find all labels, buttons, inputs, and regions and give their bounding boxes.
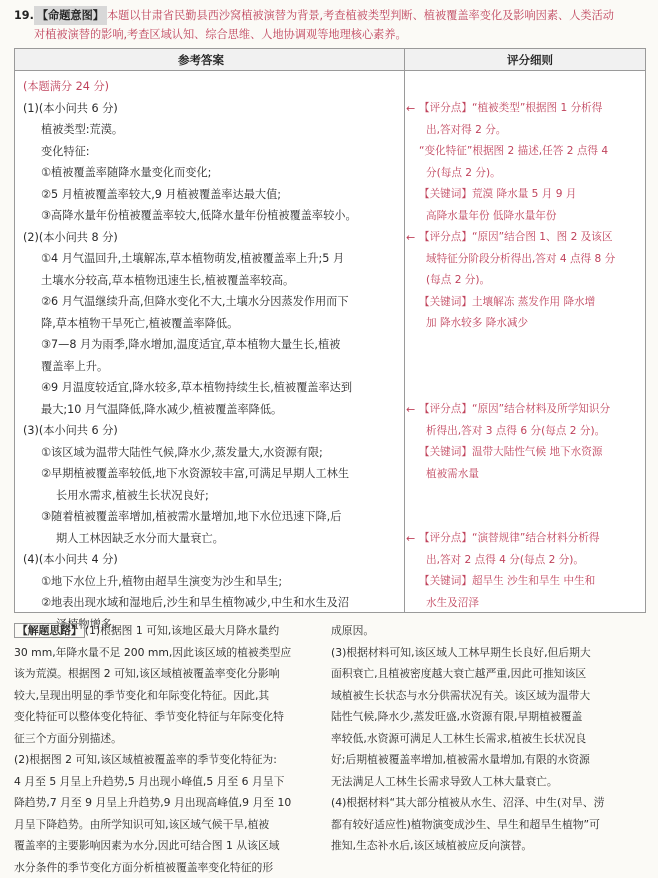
answer-line: 植被类型:荒漠。: [23, 119, 401, 141]
sub-question-heading: (3)(本小问共 6 分): [23, 420, 401, 442]
analysis-line: 4 月至 5 月呈上升趋势,5 月出现小峰值,5 月至 6 月呈下: [14, 771, 320, 793]
sub-question-heading: (4)(本小问共 4 分): [23, 549, 401, 571]
scoring-line: 加 降水较多 降水减少: [409, 313, 641, 335]
intent-tag: 【命题意图】: [34, 6, 107, 25]
question-number: 19.: [14, 9, 34, 22]
answer-column: [23, 76, 401, 635]
arrow-left-icon: ←: [406, 98, 415, 120]
analysis-line: 较大,呈现出明显的季节变化和年际变化特征。因此,其: [14, 685, 320, 707]
analysis-line: 变化特征可以整体变化特征、季节变化特征与年际变化特: [14, 706, 320, 728]
scoring-line: 植被需水量: [409, 464, 641, 486]
answer-line: 期人工林因缺乏水分而大量衰亡。: [23, 528, 401, 550]
answer-line: ①植被覆盖率随降水量变化而变化;: [23, 162, 401, 184]
analysis-right-column: [331, 620, 645, 857]
scoring-block: [409, 399, 641, 485]
analysis-left-column: [14, 620, 320, 878]
scoring-block: [409, 528, 641, 614]
analysis-line: 面积衰亡,且植被密度越大衰亡越严重,因此可推知该区: [331, 663, 645, 685]
analysis-line: 30 mm,年降水量不足 200 mm,因此该区域的植被类型应: [14, 642, 320, 664]
scoring-block: [409, 98, 641, 227]
answer-table: [14, 48, 646, 613]
analysis-line: 好;后期植被覆盖率增加,植被需水量增加,有限的水资源: [331, 749, 645, 771]
analysis-line: (3)根据材料可知,该区域人工林早期生长良好,但后期大: [331, 642, 645, 664]
answer-line: ③7—8 月为雨季,降水增加,温度适宜,草本植物大量生长,植被: [23, 334, 401, 356]
answer-line: ②6 月气温继续升高,但降水变化不大,土壤水分因蒸发作用而下: [23, 291, 401, 313]
answer-header: 参考答案: [178, 52, 224, 68]
scoring-header: 评分细则: [507, 52, 553, 68]
answer-line: ②早期植被覆盖率较低,地下水资源较丰富,可满足早期人工林生: [23, 463, 401, 485]
scoring-line: 【评分点】“植被类型”根据图 1 分析得: [409, 98, 641, 120]
analysis-line: 该为荒漠。根据图 2 可知,该区域植被覆盖率变化分影响: [14, 663, 320, 685]
answer-line: 最大;10 月气温降低,降水减少,植被覆盖率降低。: [23, 399, 401, 421]
table-header: [15, 49, 645, 71]
sub-question-heading: (1)(本小问共 6 分): [23, 98, 401, 120]
answer-line: 变化特征:: [23, 141, 401, 163]
analysis-line: 水分条件的季节变化方面分析植被覆盖率变化特征的形: [14, 857, 320, 878]
analysis-line: 成原因。: [331, 620, 645, 642]
answer-line: 长用水需求,植被生长状况良好;: [23, 485, 401, 507]
answer-line: (本题满分 24 分): [23, 76, 401, 98]
analysis-line: 推知,生态补水后,该区域植被应反向演替。: [331, 835, 645, 857]
analysis-line: 征三个方面分别描述。: [14, 728, 320, 750]
answer-line: ③随着植被覆盖率增加,植被需水量增加,地下水位迅速下降,后: [23, 506, 401, 528]
scoring-block: [409, 227, 641, 335]
intent-line: 本题以甘肃省民勤县西沙窝植被演替为背景,考查植被类型判断、植被覆盖率变化及影响因素、人类活动: [107, 9, 614, 22]
scoring-line: “变化特征”根据图 2 描述,任答 2 点得 4: [409, 141, 641, 163]
answer-line: 覆盖率上升。: [23, 356, 401, 378]
sub-question-heading: (2)(本小问共 8 分): [23, 227, 401, 249]
answer-line: ③高降水量年份植被覆盖率较大,低降水量年份植被覆盖率较小。: [23, 205, 401, 227]
arrow-left-icon: ←: [406, 399, 415, 421]
arrow-left-icon: ←: [406, 227, 415, 249]
scoring-line: 高降水量年份 低降水量年份: [409, 206, 641, 228]
answer-line: 降,草本植物干旱死亡,植被覆盖率降低。: [23, 313, 401, 335]
scoring-line: 【评分点】“原因”结合图 1、图 2 及该区: [409, 227, 641, 249]
analysis-line: 降趋势,7 月至 9 月呈上升趋势,9 月出现高峰值,9 月至 10: [14, 792, 320, 814]
scoring-line: 域特征分阶段分析得出,答对 4 点得 8 分: [409, 249, 641, 271]
scoring-line: 分(每点 2 分)。: [409, 163, 641, 185]
answer-line: 土壤水分较高,草本植物迅速生长,植被覆盖率较高。: [23, 270, 401, 292]
analysis-line: 率较低,水资源可满足人工林生长需求,植被生长状况良: [331, 728, 645, 750]
scoring-line: 出,答对得 2 分。: [409, 120, 641, 142]
intent-block: [14, 6, 646, 44]
arrow-left-icon: ←: [406, 528, 415, 550]
scoring-line: 【关键词】温带大陆性气候 地下水资源: [409, 442, 641, 464]
analysis-tag: 【解题思路】: [14, 623, 85, 638]
analysis-line: (2)根据图 2 可知,该区域植被覆盖率的季节变化特征为:: [14, 749, 320, 771]
scoring-line: 【关键词】荒漠 降水量 5 月 9 月: [409, 184, 641, 206]
analysis-line: 域植被生长状态与水分供需状况有关。该区域为温带大: [331, 685, 645, 707]
column-divider: [404, 49, 405, 612]
analysis-line: 陆性气候,降水少,蒸发旺盛,水资源有限,早期植被覆盖: [331, 706, 645, 728]
answer-line: ①4 月气温回升,土壤解冻,草本植物萌发,植被覆盖率上升;5 月: [23, 248, 401, 270]
analysis-line: 月呈下降趋势。由所学知识可知,该区域气候干旱,植被: [14, 814, 320, 836]
analysis-line: (1)根据图 1 可知,该地区最大月降水量约: [85, 624, 279, 637]
scoring-line: 析得出,答对 3 点得 6 分(每点 2 分)。: [409, 421, 641, 443]
analysis-line: 覆盖率的主要影响因素为水分,因此可结合图 1 从该区域: [14, 835, 320, 857]
answer-line: ①该区域为温带大陆性气候,降水少,蒸发量大,水资源有限;: [23, 442, 401, 464]
analysis-line: 都有较好适应性)植物演变成沙生、旱生和超旱生植物”可: [331, 814, 645, 836]
answer-line: 泽植物增多。: [23, 614, 401, 636]
analysis-line: 无法满足人工林生长需求导致人工林大量衰亡。: [331, 771, 645, 793]
analysis-line: (4)根据材料“其大部分植被从水生、沼泽、中生(对旱、涝: [331, 792, 645, 814]
answer-line: ①地下水位上升,植物由超旱生演变为沙生和旱生;: [23, 571, 401, 593]
scoring-line: 【关键词】土壤解冻 蒸发作用 降水增: [409, 292, 641, 314]
scoring-line: (每点 2 分)。: [409, 270, 641, 292]
scoring-line: 出,答对 2 点得 4 分(每点 2 分)。: [409, 550, 641, 572]
intent-line: 对植被演替的影响,考查区域认知、综合思维、人地协调观等地理核心素养。: [14, 28, 407, 41]
scoring-line: 【评分点】“原因”结合材料及所学知识分: [409, 399, 641, 421]
answer-line: ②5 月植被覆盖率较大,9 月植被覆盖率达最大值;: [23, 184, 401, 206]
scoring-line: 水生及沼泽: [409, 593, 641, 615]
scoring-line: 【关键词】超旱生 沙生和旱生 中生和: [409, 571, 641, 593]
answer-line: ④9 月温度较适宜,降水较多,草本植物持续生长,植被覆盖率达到: [23, 377, 401, 399]
scoring-line: 【评分点】“演替规律”结合材料分析得: [409, 528, 641, 550]
answer-line: ②地表出现水域和湿地后,沙生和旱生植物减少,中生和水生及沼: [23, 592, 401, 614]
